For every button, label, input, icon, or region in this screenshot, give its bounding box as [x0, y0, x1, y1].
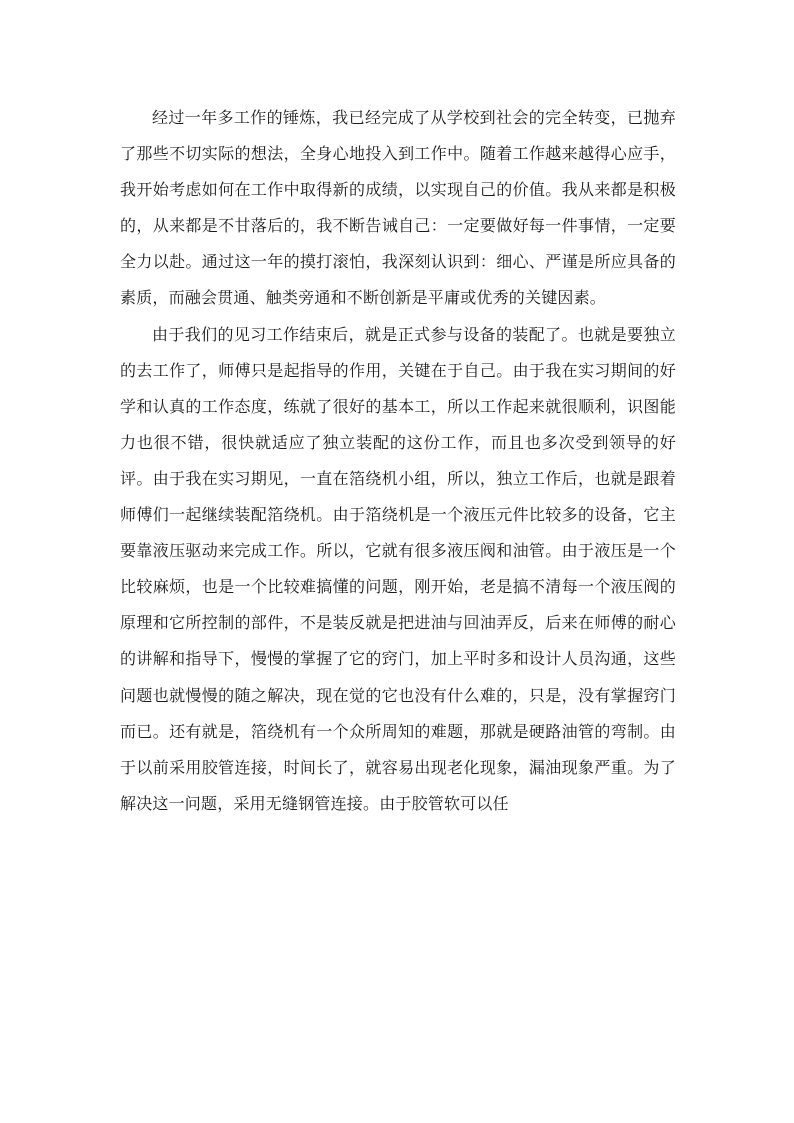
paragraph-1: 经过一年多工作的锤炼，我已经完成了从学校到社会的完全转变，已抛弃了那些不切实际的想法，全身心地投入到工作中。随着工作越来越得心应手，我开始考虑如何在工作中取得新的成绩，以实现自己的价值。我从来都是积极的，从来都是不甘落后的，我不断告诫自己：一定要做好每一件事情，一定要全力以赴。通过这一年的摸打滚怕，我深刻认识到：细心、严谨是所应具备的素质，而融会贯通、触类旁通和不断创新是平庸或优秀的关键因素。: [120, 108, 676, 308]
paragraph-2: 由于我们的见习工作结束后，就是正式参与设备的装配了。也就是要独立的去工作了，师傅只是起指导的作用，关键在于自己。由于我在实习期间的好学和认真的工作态度，练就了很好的基本工，所以工作起来就很顺利，识图能力也很不错，很快就适应了独立装配的这份工作，而且也多次受到领导的好评。由于我在实习期见，一直在箔绕机小组，所以，独立工作后，也就是跟着师傅们一起继续装配箔绕机。由于箔绕机是一个液压元件比较多的设备，它主要靠液压驱动来完成工作。所以，它就有很多液压阀和油管。由于液压是一个比较麻烦，也是一个比较难搞懂的问题，刚开始，老是搞不清每一个液压阀的原理和它所控制的部件，不是装反就是把进油与回油弄反，后来在师傅的耐心的讲解和指导下，慢慢的掌握了它的窍门，加上平时多和设计人员沟通，这些问题也就慢慢的随之解决，现在觉的它也没有什么难的，只是，没有掌握窍门而已。还有就是，箔绕机有一个众所周知的难题，那就是硬路油管的弯制。由于以前采用胶管连接，时间长了，就容易出现老化现象，漏油现象严重。为了解决这一问题，采用无缝钢管连接。由于胶管软可以任: [120, 324, 676, 813]
document-body: [120, 100, 676, 822]
